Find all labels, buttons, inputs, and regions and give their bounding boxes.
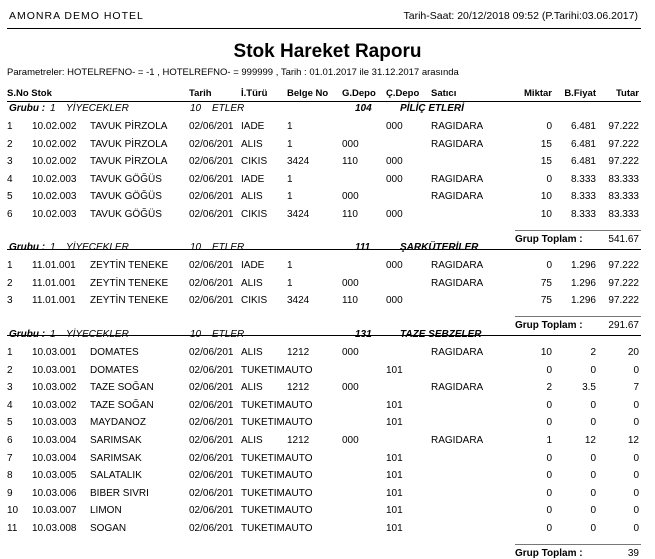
cell-in-depot: 110 [342, 295, 358, 307]
cell-amount: 83.333 [608, 209, 639, 220]
cell-stock-name: SARIMSAK [90, 452, 142, 464]
cell-sno: 11 [7, 523, 18, 534]
report-parameters: Parametreler: HOTELREFNO- = -1 , HOTELREFNO- = 999999 , Tarih : 01.01.2017 ile 31.12.2017 arasında [7, 67, 459, 78]
cell-stock-code: 10.03.004 [32, 435, 77, 446]
cell-out-depot: 101 [386, 399, 403, 411]
cell-stock-code: 10.03.001 [32, 347, 77, 358]
cell-transaction-type: ALIS [241, 277, 263, 289]
cell-stock-code: 11.01.001 [32, 260, 76, 271]
cell-document-no: 1 [287, 138, 293, 150]
group-total-label: Grup Toplam : [515, 547, 583, 559]
cell-transaction-type: TUKETIMAUTO [241, 364, 313, 376]
cell-stock-code: 10.02.003 [32, 173, 77, 185]
subgroup-number: 10 [190, 242, 202, 253]
cell-stock-name: ZEYTİN TENEKE [90, 260, 169, 271]
cell-stock-code: 10.02.003 [32, 209, 77, 220]
cell-quantity: 75 [540, 277, 552, 289]
cell-amount: 0 [633, 417, 639, 429]
cell-quantity: 0 [546, 364, 552, 376]
cell-sno: 5 [7, 417, 13, 429]
cell-sno: 2 [7, 138, 13, 150]
group-name: YİYECEKLER [66, 103, 129, 114]
cell-document-no: 1212 [287, 435, 310, 446]
cell-stock-name: DOMATES [90, 364, 139, 376]
group-name: YİYECEKLER [66, 329, 129, 340]
cell-amount: 83.333 [608, 173, 639, 185]
cell-stock-name: TAZE SOĞAN [90, 399, 154, 411]
cell-sno: 3 [7, 156, 13, 168]
cell-date: 02/06/201 [189, 295, 234, 307]
cell-amount: 0 [633, 487, 639, 499]
cell-quantity: 2 [546, 382, 552, 394]
cell-transaction-type: CIKIS [241, 209, 268, 220]
group-name: YİYECEKLER [66, 242, 129, 253]
cell-supplier: RAGIDARA [431, 121, 484, 132]
cell-stock-code: 11.01.001 [32, 277, 76, 289]
cell-document-no: 1212 [287, 382, 310, 394]
cell-stock-name: SALATALIK [90, 470, 142, 482]
cell-amount: 97.222 [608, 138, 639, 150]
cell-quantity: 75 [540, 295, 552, 307]
cell-sno: 6 [7, 209, 13, 220]
cell-date: 02/06/201 [189, 417, 234, 429]
cell-transaction-type: TUKETIMAUTO [241, 523, 313, 534]
cell-out-depot: 000 [386, 260, 403, 271]
category-name: ŞARKÜTERİLER [400, 242, 479, 253]
cell-date: 02/06/201 [189, 347, 234, 358]
cell-stock-code: 10.02.003 [32, 191, 77, 203]
cell-in-depot: 000 [342, 138, 359, 150]
cell-transaction-type: IADE [241, 173, 265, 185]
cell-supplier: RAGIDARA [431, 260, 484, 271]
cell-sno: 10 [7, 505, 19, 517]
cell-in-depot: 000 [342, 191, 359, 203]
cell-out-depot: 000 [386, 156, 403, 168]
cell-document-no: 1 [287, 191, 293, 203]
cell-date: 02/06/201 [189, 156, 234, 168]
cell-unit-price: 1.296 [570, 260, 596, 271]
group-total-value: 541.67 [608, 233, 639, 245]
cell-sno: 7 [7, 452, 13, 464]
group-number: 1 [50, 242, 56, 253]
cell-unit-price: 12 [584, 435, 596, 446]
cell-stock-name: MAYDANOZ [90, 417, 146, 429]
cell-stock-name: TAVUK PİRZOLA [90, 156, 168, 168]
header-divider [7, 28, 641, 29]
cell-stock-name: TAVUK PİRZOLA [90, 121, 168, 132]
cell-amount: 97.222 [608, 277, 639, 289]
cell-document-no: 1212 [287, 347, 310, 358]
cell-date: 02/06/201 [189, 435, 234, 446]
cell-stock-name: SOGAN [90, 523, 127, 534]
group-label: Grubu : [9, 242, 46, 253]
cell-stock-name: TAVUK PİRZOLA [90, 138, 168, 150]
cell-transaction-type: ALIS [241, 347, 263, 358]
cell-amount: 97.222 [608, 156, 639, 168]
cell-sno: 6 [7, 435, 13, 446]
group-total-value: 39 [627, 547, 639, 559]
cell-stock-code: 10.02.002 [32, 121, 77, 132]
group-total-value: 291.67 [608, 319, 639, 331]
cell-transaction-type: IADE [241, 260, 265, 271]
cell-unit-price: 0 [590, 505, 596, 517]
cell-stock-code: 10.03.006 [32, 487, 77, 499]
cell-sno: 2 [7, 277, 13, 289]
cell-stock-code: 11.01.001 [32, 295, 76, 307]
category-number: 131 [355, 329, 372, 340]
cell-amount: 20 [627, 347, 639, 358]
col-tarih: Tarih [189, 88, 212, 99]
cell-supplier: RAGIDARA [431, 173, 484, 185]
cell-out-depot: 101 [386, 364, 403, 376]
cell-date: 02/06/201 [189, 277, 234, 289]
cell-quantity: 0 [546, 523, 552, 534]
cell-amount: 0 [633, 399, 639, 411]
cell-transaction-type: TUKETIMAUTO [241, 452, 313, 464]
cell-sno: 1 [7, 347, 13, 358]
cell-unit-price: 1.296 [570, 295, 596, 307]
cell-sno: 4 [7, 173, 13, 185]
cell-unit-price: 2 [590, 347, 596, 358]
cell-unit-price: 0 [590, 417, 596, 429]
cell-document-no: 3424 [287, 209, 310, 220]
report-datetime: Tarih-Saat: 20/12/2018 09:52 (P.Tarihi:03.06.2017) [403, 10, 638, 22]
category-number: 111 [355, 242, 371, 253]
cell-document-no: 1 [287, 173, 293, 185]
cell-transaction-type: ALIS [241, 191, 263, 203]
cell-date: 02/06/201 [189, 399, 234, 411]
cell-quantity: 10 [540, 191, 552, 203]
subgroup-name: ETLER [212, 103, 245, 114]
cell-sno: 1 [7, 260, 13, 271]
column-header-divider [7, 101, 641, 102]
cell-quantity: 15 [540, 138, 552, 150]
cell-unit-price: 0 [590, 364, 596, 376]
group-total-divider [515, 544, 641, 545]
cell-quantity: 0 [546, 121, 552, 132]
cell-document-no: 3424 [287, 295, 310, 307]
cell-unit-price: 0 [590, 470, 596, 482]
cell-in-depot: 000 [342, 382, 359, 394]
col-sno-stok: S.No Stok [7, 88, 52, 99]
cell-unit-price: 6.481 [570, 156, 596, 168]
cell-transaction-type: ALIS [241, 435, 263, 446]
cell-date: 02/06/201 [189, 470, 234, 482]
cell-quantity: 10 [540, 347, 552, 358]
cell-out-depot: 000 [386, 209, 403, 220]
cell-document-no: 3424 [287, 156, 310, 168]
cell-quantity: 0 [546, 173, 552, 185]
cell-stock-name: TAZE SOĞAN [90, 382, 154, 394]
cell-transaction-type: CIKIS [241, 156, 268, 168]
cell-sno: 2 [7, 364, 13, 376]
col-tutar: Tutar [615, 88, 639, 99]
cell-stock-name: TAVUK GÖĞÜS [90, 209, 162, 220]
cell-in-depot: 000 [342, 277, 359, 289]
cell-quantity: 0 [546, 417, 552, 429]
cell-quantity: 0 [546, 470, 552, 482]
cell-transaction-type: IADE [241, 121, 265, 132]
cell-stock-code: 10.03.004 [32, 452, 77, 464]
cell-transaction-type: TUKETIMAUTO [241, 487, 313, 499]
col-belge-no: Belge No [287, 88, 329, 99]
cell-stock-code: 10.03.005 [32, 470, 77, 482]
category-name: PİLİÇ ETLERİ [400, 103, 464, 114]
cell-date: 02/06/201 [189, 452, 234, 464]
cell-stock-name: TAVUK GÖĞÜS [90, 173, 162, 185]
cell-transaction-type: TUKETIMAUTO [241, 505, 313, 517]
cell-transaction-type: TUKETIMAUTO [241, 470, 313, 482]
cell-date: 02/06/201 [189, 209, 234, 220]
group-label: Grubu : [9, 103, 46, 114]
cell-transaction-type: TUKETIMAUTO [241, 399, 313, 411]
cell-stock-code: 10.02.002 [32, 138, 77, 150]
cell-stock-name: BIBER SIVRI [90, 487, 149, 499]
cell-unit-price: 3.5 [582, 382, 596, 394]
cell-transaction-type: CIKIS [241, 295, 268, 307]
cell-in-depot: 110 [342, 209, 358, 220]
cell-unit-price: 8.333 [570, 191, 596, 203]
cell-date: 02/06/201 [189, 260, 234, 271]
col-g-depo: G.Depo [342, 88, 376, 99]
cell-date: 02/06/201 [189, 364, 234, 376]
cell-document-no: 1 [287, 277, 293, 289]
subgroup-number: 10 [190, 329, 202, 340]
cell-transaction-type: TUKETIMAUTO [241, 417, 313, 429]
cell-unit-price: 0 [590, 452, 596, 464]
cell-sno: 8 [7, 470, 13, 482]
group-total-label: Grup Toplam : [515, 233, 583, 245]
col-miktar: Miktar [524, 88, 552, 99]
col-b-fiyat: B.Fiyat [564, 88, 596, 99]
cell-sno: 5 [7, 191, 13, 203]
cell-stock-code: 10.03.003 [32, 417, 77, 429]
col-c-depo: Ç.Depo [386, 88, 420, 99]
cell-quantity: 0 [546, 487, 552, 499]
cell-supplier: RAGIDARA [431, 277, 484, 289]
cell-amount: 12 [627, 435, 639, 446]
report-title: Stok Hareket Raporu [233, 41, 422, 62]
category-number: 104 [355, 103, 372, 114]
cell-unit-price: 0 [590, 523, 596, 534]
cell-supplier: RAGIDARA [431, 191, 484, 203]
cell-transaction-type: ALIS [241, 138, 263, 150]
cell-quantity: 0 [546, 260, 552, 271]
subgroup-name: ETLER [212, 329, 245, 340]
cell-date: 02/06/201 [189, 523, 234, 534]
cell-stock-name: DOMATES [90, 347, 139, 358]
cell-date: 02/06/201 [189, 382, 234, 394]
cell-unit-price: 1.296 [570, 277, 596, 289]
cell-stock-code: 10.02.002 [32, 156, 77, 168]
cell-date: 02/06/201 [189, 505, 234, 517]
cell-in-depot: 110 [342, 156, 358, 168]
cell-amount: 7 [633, 382, 639, 394]
cell-sno: 3 [7, 382, 13, 394]
cell-sno: 9 [7, 487, 13, 499]
category-name: TAZE SEBZELER [400, 329, 482, 340]
cell-stock-code: 10.03.001 [32, 364, 77, 376]
cell-quantity: 10 [540, 209, 552, 220]
cell-sno: 3 [7, 295, 13, 307]
cell-out-depot: 000 [386, 121, 403, 132]
cell-out-depot: 101 [386, 452, 403, 464]
cell-quantity: 0 [546, 452, 552, 464]
cell-amount: 0 [633, 364, 639, 376]
cell-amount: 0 [633, 523, 639, 534]
cell-out-depot: 000 [386, 295, 403, 307]
cell-stock-name: SARIMSAK [90, 435, 142, 446]
cell-supplier: RAGIDARA [431, 435, 484, 446]
cell-unit-price: 6.481 [570, 138, 596, 150]
cell-amount: 0 [633, 470, 639, 482]
cell-amount: 97.222 [608, 295, 639, 307]
cell-in-depot: 000 [342, 435, 359, 446]
cell-quantity: 0 [546, 399, 552, 411]
cell-document-no: 1 [287, 121, 293, 132]
cell-stock-name: TAVUK GÖĞÜS [90, 191, 162, 203]
cell-stock-code: 10.03.008 [32, 523, 77, 534]
subgroup-number: 10 [190, 103, 202, 114]
cell-out-depot: 101 [386, 470, 403, 482]
col-satici: Satıcı [431, 88, 457, 99]
group-total-divider [515, 316, 641, 317]
group-number: 1 [50, 103, 56, 114]
cell-supplier: RAGIDARA [431, 138, 484, 150]
cell-quantity: 15 [540, 156, 552, 168]
cell-date: 02/06/201 [189, 138, 234, 150]
cell-stock-code: 10.03.002 [32, 399, 77, 411]
cell-unit-price: 0 [590, 487, 596, 499]
cell-supplier: RAGIDARA [431, 382, 484, 394]
group-total-divider [515, 230, 641, 231]
cell-out-depot: 101 [386, 523, 403, 534]
subgroup-name: ETLER [212, 242, 245, 253]
cell-amount: 83.333 [608, 191, 639, 203]
cell-stock-name: ZEYTİN TENEKE [90, 295, 169, 307]
cell-stock-name: ZEYTİN TENEKE [90, 277, 169, 289]
cell-amount: 97.222 [608, 121, 639, 132]
cell-out-depot: 101 [386, 505, 403, 517]
cell-sno: 4 [7, 399, 13, 411]
cell-date: 02/06/201 [189, 191, 234, 203]
cell-stock-name: LIMON [90, 505, 122, 517]
cell-date: 02/06/201 [189, 121, 234, 132]
cell-unit-price: 0 [590, 399, 596, 411]
cell-stock-code: 10.03.002 [32, 382, 77, 394]
cell-amount: 0 [633, 452, 639, 464]
cell-quantity: 0 [546, 505, 552, 517]
cell-out-depot: 101 [386, 417, 403, 429]
cell-amount: 97.222 [608, 260, 639, 271]
cell-transaction-type: ALIS [241, 382, 263, 394]
group-total-label: Grup Toplam : [515, 319, 583, 331]
cell-unit-price: 8.333 [570, 173, 596, 185]
cell-sno: 1 [7, 121, 13, 132]
cell-supplier: RAGIDARA [431, 347, 484, 358]
cell-stock-code: 10.03.007 [32, 505, 77, 517]
cell-quantity: 1 [546, 435, 552, 446]
cell-amount: 0 [633, 505, 639, 517]
hotel-name: AMONRA DEMO HOTEL [9, 10, 144, 22]
cell-document-no: 1 [287, 260, 293, 271]
cell-unit-price: 8.333 [570, 209, 596, 220]
col-islem-turu: İ.Türü [241, 88, 268, 99]
cell-out-depot: 101 [386, 487, 403, 499]
cell-date: 02/06/201 [189, 173, 234, 185]
cell-in-depot: 000 [342, 347, 359, 358]
cell-out-depot: 000 [386, 173, 403, 185]
cell-date: 02/06/201 [189, 487, 234, 499]
group-label: Grubu : [9, 329, 46, 340]
cell-unit-price: 6.481 [570, 121, 596, 132]
group-number: 1 [50, 329, 56, 340]
